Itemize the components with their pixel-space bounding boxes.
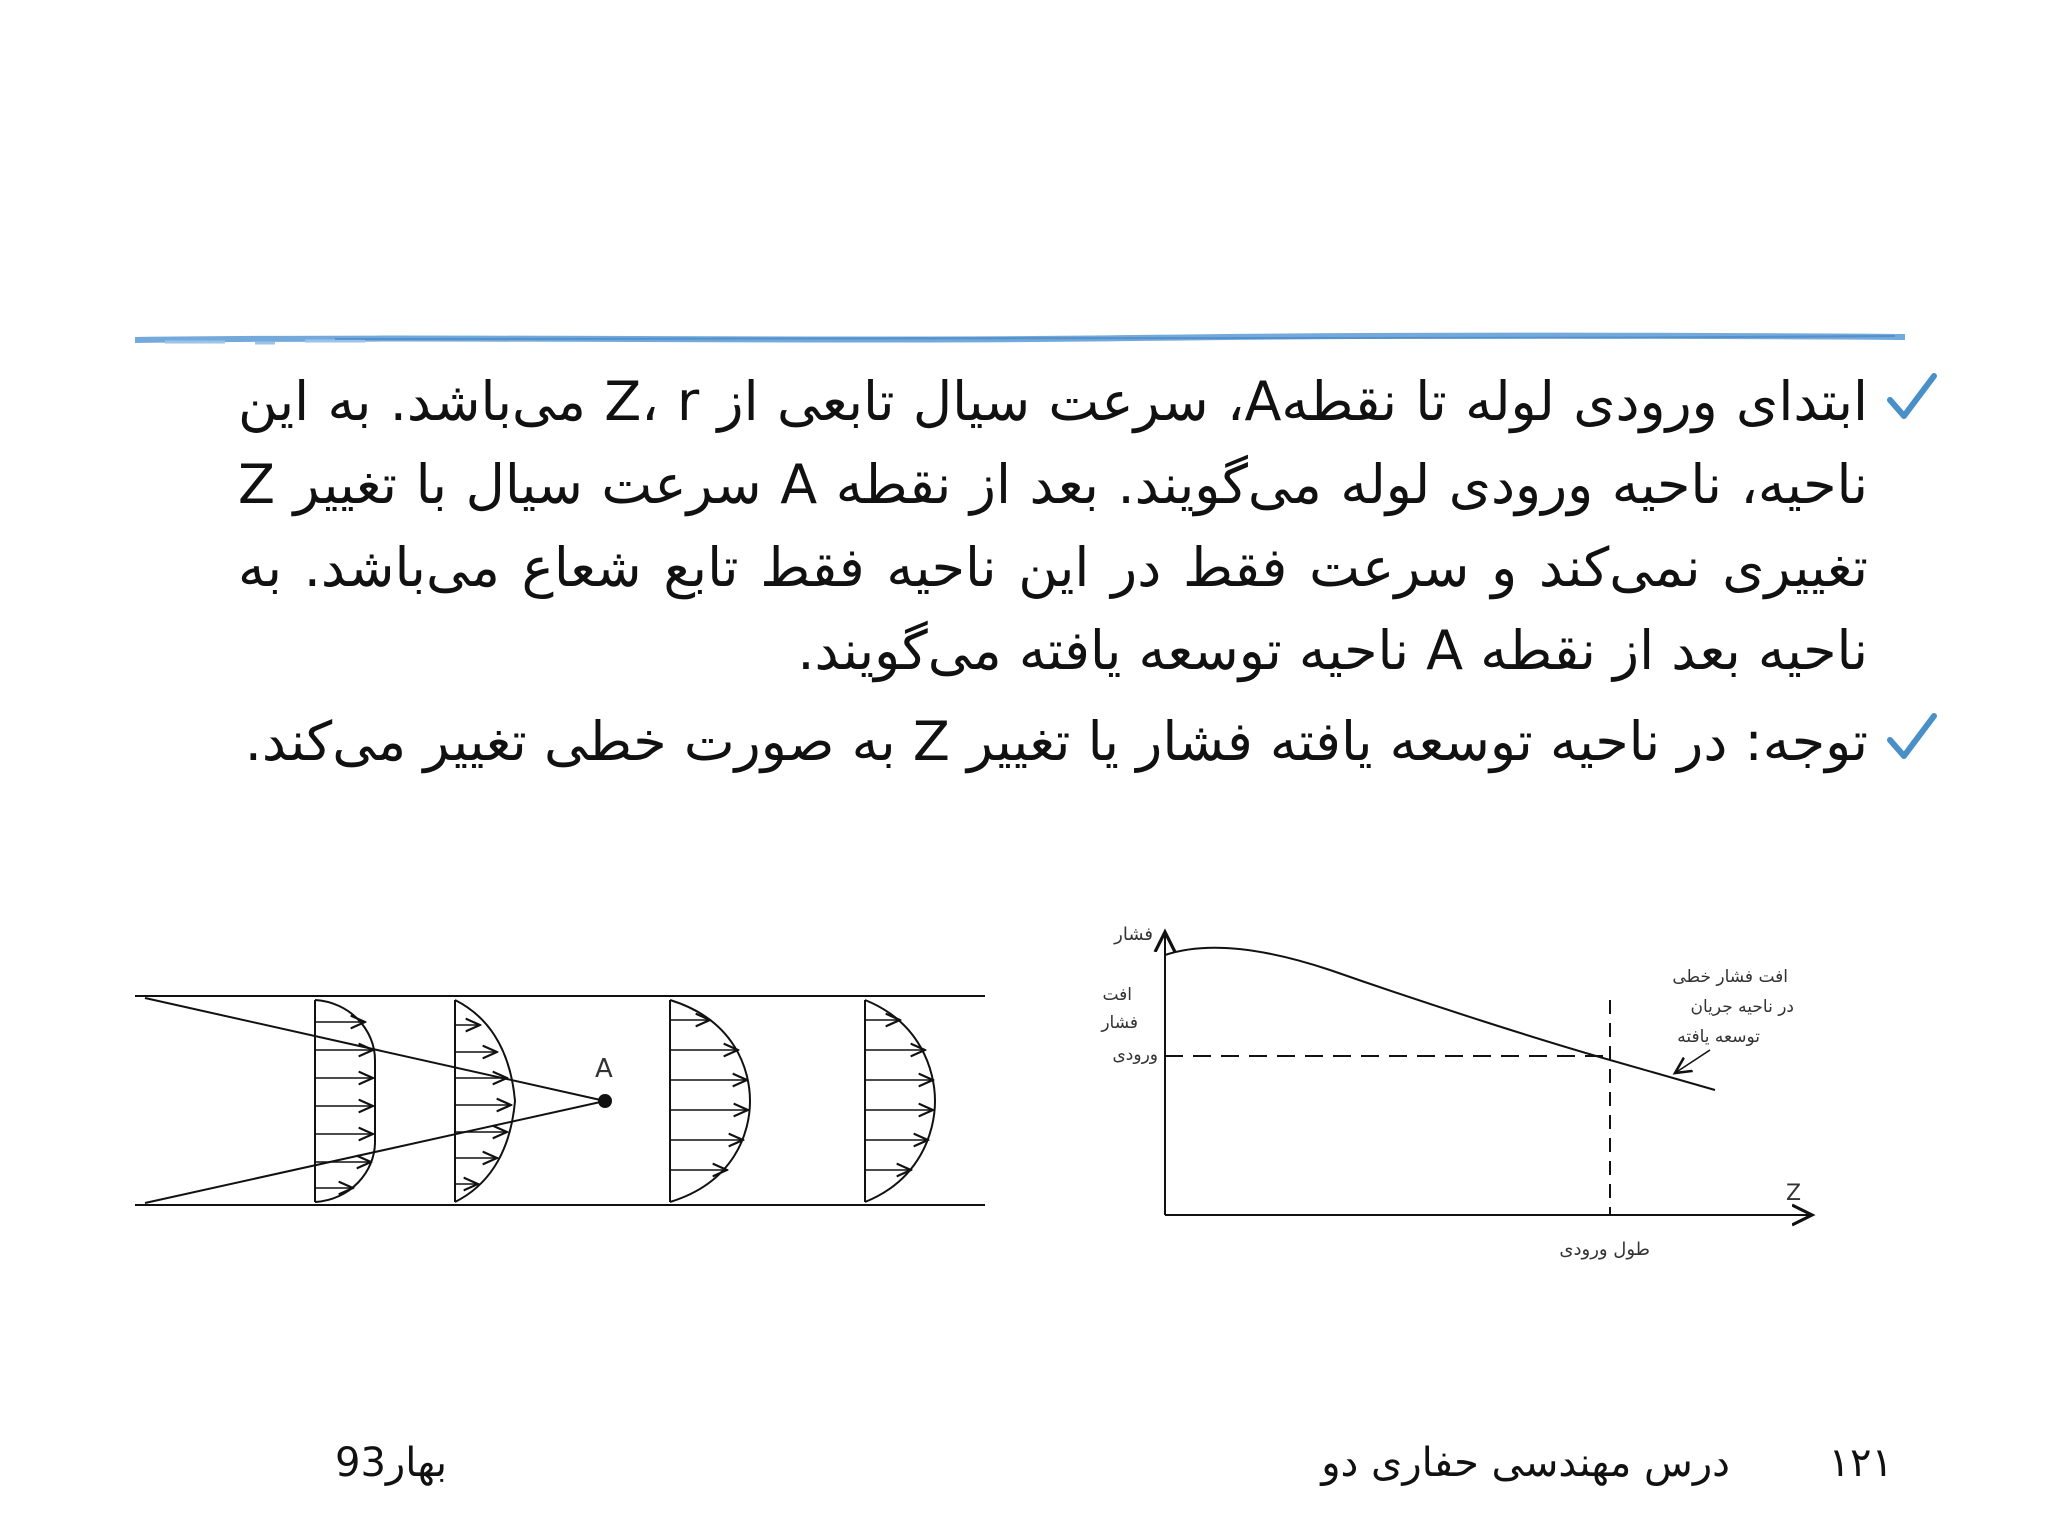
pressure-curve (1165, 948, 1715, 1090)
header-divider (135, 330, 1905, 348)
velocity-profile (455, 1000, 515, 1202)
page-number: ۱۲۱ (1828, 1440, 1893, 1486)
pressure-plot-figure (1070, 910, 1830, 1270)
velocity-profile (315, 1000, 375, 1202)
point-a-label: A (595, 1054, 613, 1084)
linear-drop-label: افت فشار خطی (1672, 967, 1788, 987)
x-axis-label: Z (1786, 1181, 1802, 1206)
course-title: درس مهندسی حفاری دو (1321, 1440, 1730, 1486)
bullet-text: توجه: در ناحیه توسعه یافته فشار یا تغییر Z به صورت خطی تغییر می‌کند. (244, 710, 1868, 773)
bullet-item (238, 700, 1938, 783)
entry-drop-label: افت (1102, 985, 1132, 1005)
bullet-item (238, 360, 1938, 692)
velocity-profile (670, 1000, 750, 1202)
entry-drop-label: فشار (1101, 1013, 1138, 1033)
velocity-profile (865, 1000, 935, 1202)
bullet-text: ابتدای ورودی لوله تا نقطهA، سرعت سیال تابعی از Z، r می‌باشد. به این ناحیه، ناحیه ورودی لوله می‌گویند. بعد از نقطه A سرعت سیال با تغییر Z تغییری نمی‌کند و سرعت فقط در این ناحیه فقط تابع شعاع می‌باشد. به ناحیه بعد از نقطه A ناحیه توسعه یافته می‌گویند. (238, 370, 1868, 682)
checkmark-icon (1884, 710, 1938, 764)
checkmark-icon (1884, 370, 1938, 424)
term-label: بهار93 (335, 1440, 447, 1486)
entry-length-label: طول ورودی (1559, 1239, 1650, 1260)
velocity-profile-figure (135, 960, 995, 1240)
point-a-marker (598, 1094, 612, 1108)
entry-drop-label: ورودی (1112, 1045, 1158, 1065)
linear-drop-label: در ناحیه جریان (1690, 997, 1794, 1017)
linear-drop-label: توسعه یافته (1677, 1027, 1760, 1047)
y-axis-label: فشار (1114, 924, 1153, 945)
annotation-pointer (1675, 1050, 1710, 1073)
bullet-list (238, 360, 1938, 791)
